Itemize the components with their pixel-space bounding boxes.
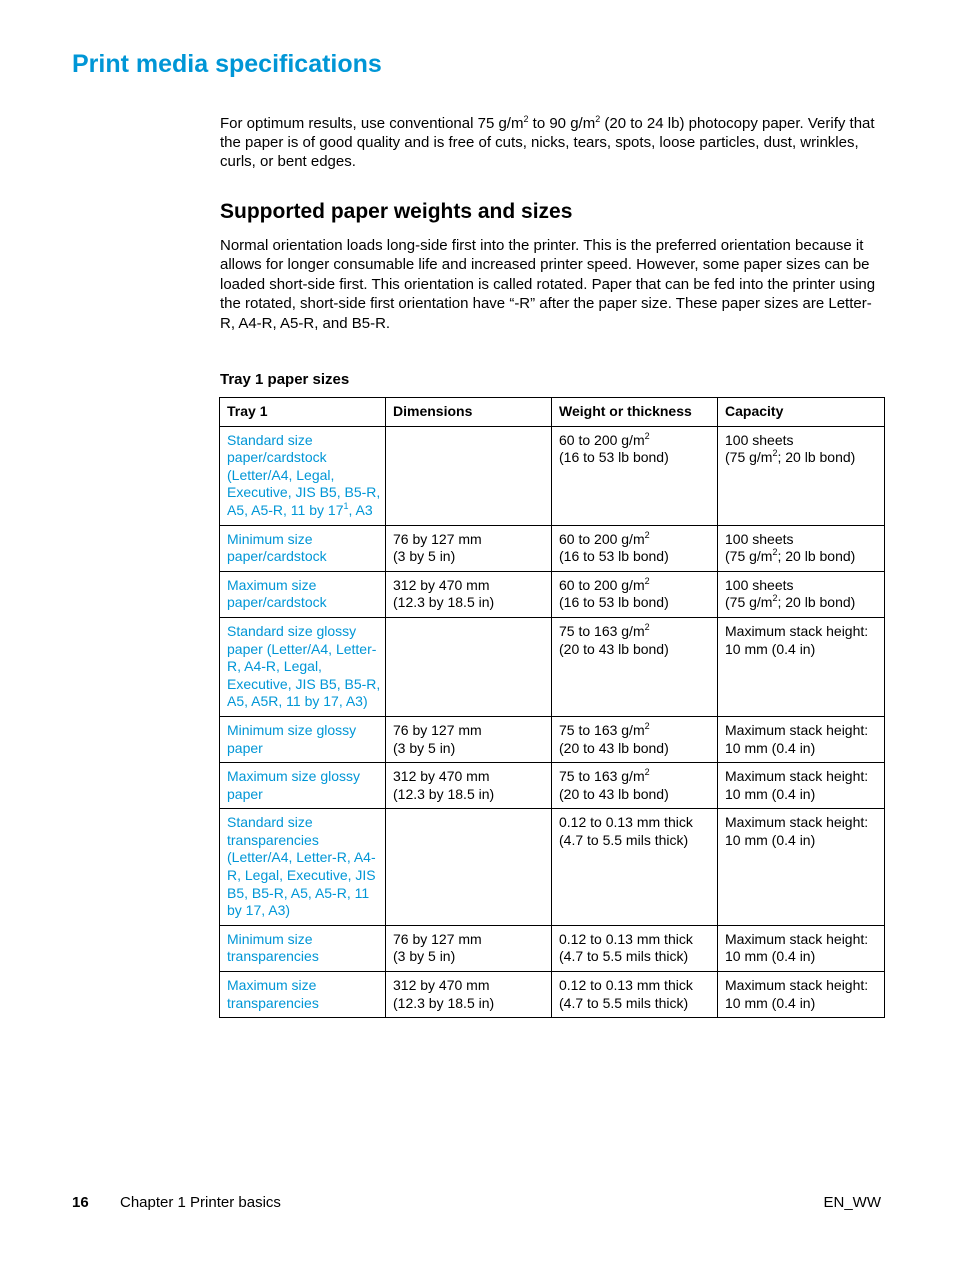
capacity-line-2: 10 mm (0.4 in) bbox=[725, 948, 816, 965]
weight-imperial: (16 to 53 lb bond) bbox=[559, 548, 669, 565]
weight-metric: 60 to 200 g/m bbox=[559, 576, 645, 593]
cell-weight bbox=[552, 809, 718, 926]
cell-dimensions bbox=[386, 925, 552, 971]
dimension-imperial: (3 by 5 in) bbox=[393, 739, 456, 756]
table-row bbox=[220, 763, 885, 809]
media-type-text: Maximum size glossy paper bbox=[227, 768, 361, 802]
dimension-metric: 76 by 127 mm bbox=[393, 930, 482, 947]
table-caption: Tray 1 paper sizes bbox=[220, 371, 350, 388]
weight-metric: 75 to 163 g/m bbox=[559, 622, 645, 639]
cell-capacity bbox=[718, 525, 885, 571]
table-row bbox=[220, 809, 885, 926]
paper-sizes-table bbox=[219, 397, 885, 1018]
cell-media-type bbox=[220, 617, 386, 716]
dimension-metric: 76 by 127 mm bbox=[393, 721, 482, 738]
cell-weight bbox=[552, 716, 718, 762]
weight-imperial: (16 to 53 lb bond) bbox=[559, 594, 669, 611]
section-body: Normal orientation loads long-side first into the printer. This is the preferred orientation because it allows for longer consumable life and increased printer speed. However, some paper sizes can be loaded short-side first. This orientation is called rotated. Paper that can be fed into the printer using the rotated, short-side first orientation have “-R” after the paper size. These paper sizes are Letter-R, A4-R, A5-R, and B5-R. bbox=[220, 237, 876, 332]
header-capacity: Capacity bbox=[718, 398, 885, 427]
dimension-imperial: (12.3 by 18.5 in) bbox=[393, 785, 495, 802]
cell-capacity bbox=[718, 426, 885, 525]
cell-capacity bbox=[718, 972, 885, 1018]
intro-paragraph bbox=[220, 114, 885, 171]
cell-media-type bbox=[220, 972, 386, 1018]
dimension-metric: 76 by 127 mm bbox=[393, 530, 482, 547]
cell-weight bbox=[552, 571, 718, 617]
cell-capacity bbox=[718, 716, 885, 762]
footer-chapter: Chapter 1 Printer basics bbox=[120, 1194, 281, 1211]
intro-text-3: (20 to 24 lb) photocopy paper. Verify that the paper is of good quality and is free of cuts, nicks, tears, spots, loose particles, dust, wrinkles, curls, or bent edges. bbox=[220, 115, 875, 170]
intro-superscript-2: 2 bbox=[595, 114, 601, 124]
footer-doc-code: EN_WW bbox=[823, 1194, 881, 1211]
cell-dimensions bbox=[386, 525, 552, 571]
cell-dimensions bbox=[386, 972, 552, 1018]
weight-imperial: (4.7 to 5.5 mils thick) bbox=[559, 831, 689, 848]
intro-text-2: to 90 g/m bbox=[528, 115, 596, 132]
cell-capacity bbox=[718, 809, 885, 926]
cell-media-type bbox=[220, 525, 386, 571]
dimension-metric: 312 by 470 mm bbox=[393, 576, 490, 593]
weight-superscript: 2 bbox=[644, 430, 650, 441]
media-type-text: Minimum size transparencies bbox=[227, 930, 319, 965]
media-type-text: Minimum size paper/cardstock bbox=[227, 530, 327, 565]
capacity-line-2: 10 mm (0.4 in) bbox=[725, 785, 816, 802]
cell-weight bbox=[552, 525, 718, 571]
cell-media-type bbox=[220, 925, 386, 971]
media-type-text: Maximum size transparencies bbox=[227, 977, 319, 1011]
weight-superscript: 2 bbox=[644, 529, 650, 540]
table-row bbox=[220, 426, 885, 525]
table-row bbox=[220, 716, 885, 762]
cell-dimensions bbox=[386, 716, 552, 762]
dimension-imperial: (12.3 by 18.5 in) bbox=[393, 594, 495, 611]
cell-media-type bbox=[220, 716, 386, 762]
capacity-line-2: 10 mm (0.4 in) bbox=[725, 994, 816, 1011]
table-row bbox=[220, 617, 885, 716]
media-type-text: Standard size paper/cardstock (Letter/A4, Legal, Executive, JIS B5, B5-R, A5, A5-R, 11 by 17 bbox=[227, 431, 381, 518]
capacity-line-2: 10 mm (0.4 in) bbox=[725, 831, 816, 848]
capacity-line-1: Maximum stack height: bbox=[725, 977, 869, 994]
weight-imperial: (4.7 to 5.5 mils thick) bbox=[559, 948, 689, 965]
dimension-metric: 312 by 470 mm bbox=[393, 768, 490, 785]
media-type-text-tail: , A3 bbox=[348, 501, 373, 518]
capacity-line-1: 100 sheets bbox=[725, 576, 794, 593]
capacity-line-2-tail: ; 20 lb bond) bbox=[777, 449, 856, 466]
capacity-line-1: 100 sheets bbox=[725, 431, 794, 448]
weight-imperial: (20 to 43 lb bond) bbox=[559, 785, 669, 802]
table-row bbox=[220, 972, 885, 1018]
table-row bbox=[220, 925, 885, 971]
header-tray: Tray 1 bbox=[220, 398, 386, 427]
header-dimensions: Dimensions bbox=[386, 398, 552, 427]
intro-superscript-1: 2 bbox=[523, 114, 529, 124]
cell-capacity bbox=[718, 763, 885, 809]
cell-media-type bbox=[220, 763, 386, 809]
capacity-line-1: Maximum stack height: bbox=[725, 622, 869, 639]
table-row bbox=[220, 525, 885, 571]
capacity-line-2: (75 g/m bbox=[725, 449, 773, 466]
capacity-superscript: 2 bbox=[772, 593, 778, 604]
capacity-line-2: 10 mm (0.4 in) bbox=[725, 739, 816, 756]
cell-weight bbox=[552, 763, 718, 809]
cell-dimensions bbox=[386, 426, 552, 525]
cell-dimensions bbox=[386, 809, 552, 926]
dimension-imperial: (12.3 by 18.5 in) bbox=[393, 994, 495, 1011]
cell-dimensions bbox=[386, 571, 552, 617]
cell-weight bbox=[552, 972, 718, 1018]
capacity-line-2: (75 g/m bbox=[725, 548, 773, 565]
capacity-superscript: 2 bbox=[772, 547, 778, 558]
media-type-text: Standard size glossy paper (Letter/A4, Letter-R, A4-R, Legal, Executive, JIS B5, B5-R, A5, A5R, 11 by 17, A3) bbox=[227, 622, 381, 710]
capacity-line-2: 10 mm (0.4 in) bbox=[725, 640, 816, 657]
capacity-line-1: Maximum stack height: bbox=[725, 814, 869, 831]
cell-weight bbox=[552, 617, 718, 716]
weight-metric: 0.12 to 0.13 mm thick bbox=[559, 814, 693, 831]
cell-media-type bbox=[220, 571, 386, 617]
weight-imperial: (20 to 43 lb bond) bbox=[559, 739, 669, 756]
cell-capacity bbox=[718, 571, 885, 617]
weight-superscript: 2 bbox=[644, 575, 650, 586]
weight-metric: 75 to 163 g/m bbox=[559, 768, 645, 785]
footnote-marker: 1 bbox=[343, 500, 349, 511]
weight-imperial: (20 to 43 lb bond) bbox=[559, 640, 669, 657]
footer-page-number: 16 bbox=[72, 1194, 89, 1211]
dimension-metric: 312 by 470 mm bbox=[393, 977, 490, 994]
cell-dimensions bbox=[386, 763, 552, 809]
capacity-line-1: Maximum stack height: bbox=[725, 930, 869, 947]
weight-superscript: 2 bbox=[644, 621, 650, 632]
table-header-row bbox=[220, 398, 885, 427]
cell-media-type bbox=[220, 426, 386, 525]
weight-metric: 0.12 to 0.13 mm thick bbox=[559, 930, 693, 947]
weight-imperial: (4.7 to 5.5 mils thick) bbox=[559, 994, 689, 1011]
weight-superscript: 2 bbox=[644, 720, 650, 731]
cell-dimensions bbox=[386, 617, 552, 716]
weight-metric: 0.12 to 0.13 mm thick bbox=[559, 977, 693, 994]
cell-capacity bbox=[718, 925, 885, 971]
dimension-imperial: (3 by 5 in) bbox=[393, 948, 456, 965]
capacity-line-1: 100 sheets bbox=[725, 530, 794, 547]
weight-metric: 60 to 200 g/m bbox=[559, 431, 645, 448]
capacity-line-2: (75 g/m bbox=[725, 594, 773, 611]
dimension-imperial: (3 by 5 in) bbox=[393, 548, 456, 565]
capacity-line-1: Maximum stack height: bbox=[725, 721, 869, 738]
cell-capacity bbox=[718, 617, 885, 716]
weight-metric: 75 to 163 g/m bbox=[559, 721, 645, 738]
capacity-line-1: Maximum stack height: bbox=[725, 768, 869, 785]
table-row bbox=[220, 571, 885, 617]
section-title: Supported paper weights and sizes bbox=[220, 200, 573, 223]
weight-metric: 60 to 200 g/m bbox=[559, 530, 645, 547]
cell-media-type bbox=[220, 809, 386, 926]
weight-imperial: (16 to 53 lb bond) bbox=[559, 449, 669, 466]
cell-weight bbox=[552, 925, 718, 971]
capacity-line-2-tail: ; 20 lb bond) bbox=[777, 548, 856, 565]
header-weight: Weight or thickness bbox=[552, 398, 718, 427]
media-type-text: Minimum size glossy paper bbox=[227, 721, 357, 756]
weight-superscript: 2 bbox=[644, 767, 650, 778]
page-title: Print media specifications bbox=[72, 50, 382, 78]
media-type-text: Standard size transparencies (Letter/A4, Letter-R, A4-R, Legal, Executive, JIS B5, B5-R, A5, A5-R, 11 by 17, A3) bbox=[227, 814, 376, 919]
intro-text-1: For optimum results, use conventional 75 g/m bbox=[220, 115, 524, 132]
capacity-superscript: 2 bbox=[772, 448, 778, 459]
capacity-line-2-tail: ; 20 lb bond) bbox=[777, 594, 856, 611]
media-type-text: Maximum size paper/cardstock bbox=[227, 576, 327, 611]
cell-weight bbox=[552, 426, 718, 525]
